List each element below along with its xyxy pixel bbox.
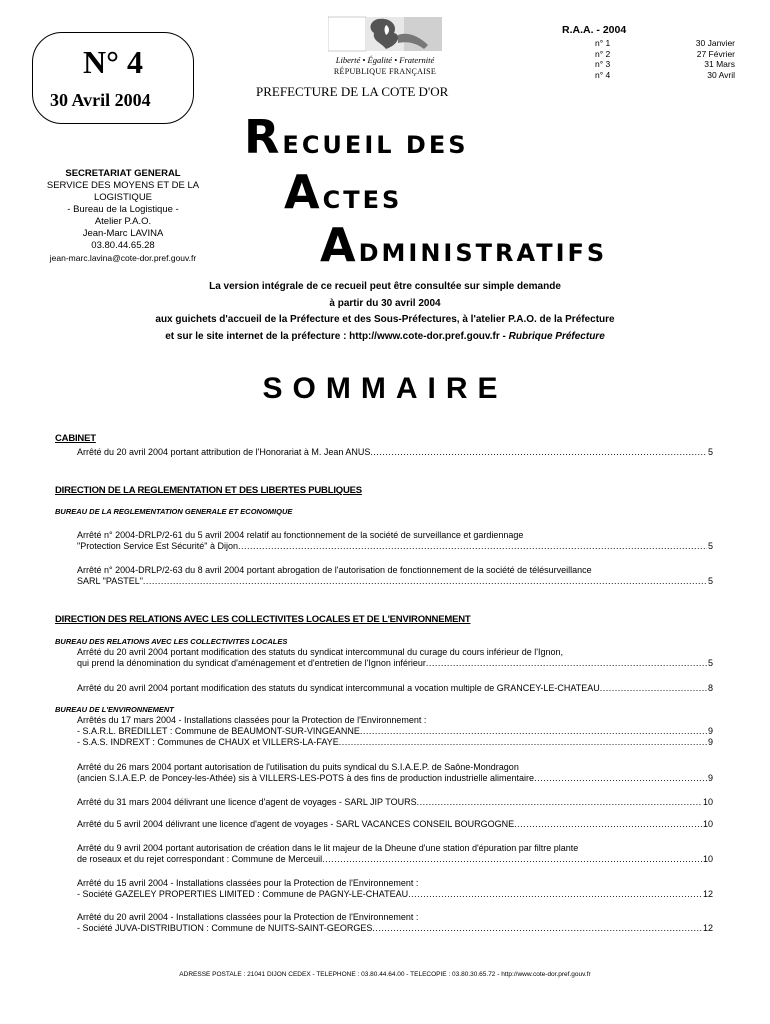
sommaire-heading: SOMMAIRE xyxy=(262,372,508,405)
section-title-reglementation: DIRECTION DE LA REGLEMENTATION ET DES LIBERTES PUBLIQUES xyxy=(55,485,362,496)
leader-dots xyxy=(370,447,707,458)
title-line-recueil xyxy=(244,110,469,164)
toc-page-number: 5 xyxy=(707,658,713,668)
leader-dots xyxy=(600,683,707,694)
leader-dots xyxy=(417,797,702,808)
leader-dots xyxy=(143,576,707,587)
leader-dots xyxy=(514,819,702,830)
raa-dates xyxy=(650,38,735,80)
toc-entry[interactable] xyxy=(77,683,713,694)
toc-page-number: 10 xyxy=(702,797,713,807)
toc-entry-text: Arrêtés du 17 mars 2004 - Installations classées pour la Protection de l'Environnement : xyxy=(77,715,427,725)
secretariat-line: - Bureau de la Logistique - xyxy=(67,204,179,215)
leader-dots xyxy=(322,854,702,865)
motto: Liberté • Égalité • Fraternité xyxy=(335,55,435,65)
toc-entry[interactable] xyxy=(77,843,713,865)
section-title-cabinet: CABINET xyxy=(55,433,96,444)
toc-entry[interactable] xyxy=(77,797,713,808)
secretariat-line: Atelier P.A.O. xyxy=(94,216,152,227)
toc-page-number: 9 xyxy=(707,737,713,747)
subsection-title: BUREAU DE L'ENVIRONNEMENT xyxy=(55,705,174,714)
issue-number: N° 4 xyxy=(83,44,143,80)
subsection-title: BUREAU DE LA REGLEMENTATION GENERALE ET ECONOMIQUE xyxy=(55,507,293,516)
leader-dots xyxy=(360,726,707,737)
toc-entry-text: - Société GAZELEY PROPERTIES LIMITED : Commune de PAGNY-LE-CHATEAU xyxy=(77,889,409,899)
raa-date: 30 Janvier xyxy=(695,38,735,48)
raa-number: n° 4 xyxy=(595,69,611,80)
toc-entry[interactable] xyxy=(77,565,713,587)
raa-number: n° 2 xyxy=(595,48,611,59)
toc-entry-text: - Société JUVA-DISTRIBUTION : Commune de NUITS-SAINT-GEORGES xyxy=(77,923,373,933)
title-rest: ECUEIL DES xyxy=(282,131,469,159)
subsection-title: BUREAU DES RELATIONS AVEC LES COLLECTIVITES LOCALES xyxy=(55,637,288,646)
leader-dots xyxy=(534,773,707,784)
leader-dots xyxy=(339,737,707,748)
intro-line: à partir du 30 avril 2004 xyxy=(329,297,441,309)
toc-page-number: 10 xyxy=(702,854,713,864)
marianne-icon xyxy=(328,15,442,53)
issue-badge-content xyxy=(32,32,194,124)
toc-page-number: 5 xyxy=(707,447,713,457)
intro-line: La version intégrale de ce recueil peut être consultée sur simple demande xyxy=(209,281,561,292)
secretariat-title: SECRETARIAT GENERAL xyxy=(65,168,181,179)
raa-date: 27 Février xyxy=(696,48,735,59)
secretariat-block xyxy=(18,168,228,264)
intro-rubrique: Rubrique Préfecture xyxy=(508,330,605,342)
marianne-logo xyxy=(320,15,450,77)
toc-entry-text: - S.A.S. INDREXT : Communes de CHAUX et VILLERS-LA-FAYE xyxy=(77,737,339,747)
leader-dots xyxy=(426,658,707,669)
section-title-collectivites: DIRECTION DES RELATIONS AVEC LES COLLECTIVITES LOCALES ET DE L'ENVIRONNEMENT xyxy=(55,614,471,625)
toc-entry-text: Arrêté du 5 avril 2004 délivrant une licence d'agent de voyages - SARL VACANCES CONSEIL BOURGOGNE xyxy=(77,819,515,829)
title-rest: DMINISTRATIFS xyxy=(358,239,608,267)
raa-number: n° 3 xyxy=(595,59,611,69)
toc-entry-text: Arrêté du 9 avril 2004 portant autorisation de création dans le lit majeur de la Dheune d'une station d'épuration par filtre plante xyxy=(77,843,579,853)
toc-page-number: 9 xyxy=(707,773,713,783)
title-line-administratifs xyxy=(320,218,607,272)
toc-entry[interactable] xyxy=(77,647,713,669)
raa-date: 30 Avril xyxy=(707,69,735,80)
toc-entry[interactable] xyxy=(77,447,713,458)
toc-entry-text: Arrêté du 20 avril 2004 - Installations classées pour la Protection de l'Environnement : xyxy=(77,912,419,922)
issue-date: 30 Avril 2004 xyxy=(50,90,151,110)
toc-entry-text: (ancien S.I.A.E.P. de Poncey-les-Athée) sis à VILLERS-LES-POTS à des fins de production industrielle alimentaire xyxy=(77,773,535,783)
toc-page-number: 5 xyxy=(707,576,713,586)
toc-entry-text: Arrêté n° 2004-DRLP/2-63 du 8 avril 2004 portant abrogation de l'autorisation de fonctionnement de la société de télésurveillance xyxy=(77,565,592,575)
title-line-actes xyxy=(284,165,402,219)
toc-entry[interactable] xyxy=(77,737,713,748)
toc-entry[interactable] xyxy=(77,762,713,784)
toc-entry-text: Arrêté du 20 avril 2004 portant attribution de l'Honorariat à M. Jean ANUS xyxy=(77,447,371,457)
title-initial: A xyxy=(284,165,323,219)
toc-page-number: 12 xyxy=(702,889,713,899)
toc-page-number: 9 xyxy=(707,726,713,736)
republic-label: RÉPUBLIQUE FRANÇAISE xyxy=(333,67,437,76)
toc-entry-text: Arrêté du 31 mars 2004 délivrant une licence d'agent de voyages - SARL JIP TOURS xyxy=(77,797,417,807)
toc-entry-text: Arrêté du 15 avril 2004 - Installations classées pour la Protection de l'Environnement : xyxy=(77,878,419,888)
toc-page-number: 8 xyxy=(707,683,713,693)
toc-entry-text: Arrêté du 20 avril 2004 portant modification des statuts du syndicat intercommunal a vocation multiple de GRANCEY-LE-CHATEAU xyxy=(77,683,600,693)
intro-line: aux guichets d'accueil de la Préfecture et des Sous-Préfectures, à l'atelier P.A.O. de la Préfecture xyxy=(155,314,615,325)
toc-entry-text: "Protection Service Est Sécurité" à Dijon xyxy=(77,541,238,551)
prefecture-name: PREFECTURE DE LA COTE D'OR xyxy=(256,84,449,99)
secretariat-email: jean-marc.lavina@cote-dor.pref.gouv.fr xyxy=(49,253,197,263)
toc-entry-text: SARL "PASTEL" xyxy=(77,576,143,586)
toc-page-number: 5 xyxy=(707,541,713,551)
leader-dots xyxy=(372,923,702,934)
raa-number: n° 1 xyxy=(595,38,611,48)
intro-text xyxy=(60,279,710,345)
intro-line-website xyxy=(60,329,710,346)
toc-page-number: 10 xyxy=(702,819,713,829)
raa-title: R.A.A. - 2004 xyxy=(562,24,627,36)
title-initial: R xyxy=(244,110,283,164)
toc-entry-text: qui prend la dénomination du syndicat d'aménagement et d'entretien de l'Ignon inférieur xyxy=(77,658,426,668)
toc-entry[interactable] xyxy=(77,878,713,900)
intro-website-text: et sur le site internet de la préfecture : http://www.cote-dor.pref.gouv.fr - xyxy=(165,330,509,342)
toc-entry-text: de roseaux et du rejet correspondant : Commune de Merceuil xyxy=(77,854,323,864)
toc-entry-text: Arrêté du 26 mars 2004 portant autorisation de l'utilisation du puits syndical du S.I.A.E.P. de Saône-Mondragon xyxy=(77,762,519,772)
title-initial: A xyxy=(320,218,359,272)
raa-numbers xyxy=(595,38,610,80)
leader-dots xyxy=(238,541,707,552)
secretariat-line: 03.80.44.65.28 xyxy=(91,240,155,251)
toc-page-number: 12 xyxy=(702,923,713,933)
toc-entry-text: - S.A.R.L. BREDILLET : Commune de BEAUMONT-SUR-VINGEANNE xyxy=(77,726,360,736)
toc-entry-text: Arrêté n° 2004-DRLP/2-61 du 5 avril 2004 relatif au fonctionnement de la société de surveillance et gardiennage xyxy=(77,530,524,540)
leader-dots xyxy=(408,889,702,900)
raa-date: 31 Mars xyxy=(704,59,735,69)
toc-entry[interactable] xyxy=(77,819,713,830)
toc-entry[interactable] xyxy=(77,530,713,552)
toc-entry-text: Arrêté du 20 avril 2004 portant modification des statuts du syndicat intercommunal du curage du cours inférieur de l'Ignon, xyxy=(77,647,563,657)
title-rest: CTES xyxy=(322,186,403,214)
secretariat-line: Jean-Marc LAVINA xyxy=(82,228,164,239)
footer-address: ADRESSE POSTALE : 21041 DIJON CEDEX - TELEPHONE : 03.80.44.64.00 - TELECOPIE : 03.80.30.65.72 - http://www.cote-dor.pref.gouv.fr xyxy=(179,971,591,978)
toc-entry[interactable] xyxy=(77,715,713,737)
secretariat-line: SERVICE DES MOYENS ET DE LA LOGISTIQUE xyxy=(46,180,200,203)
toc-entry[interactable] xyxy=(77,912,713,934)
